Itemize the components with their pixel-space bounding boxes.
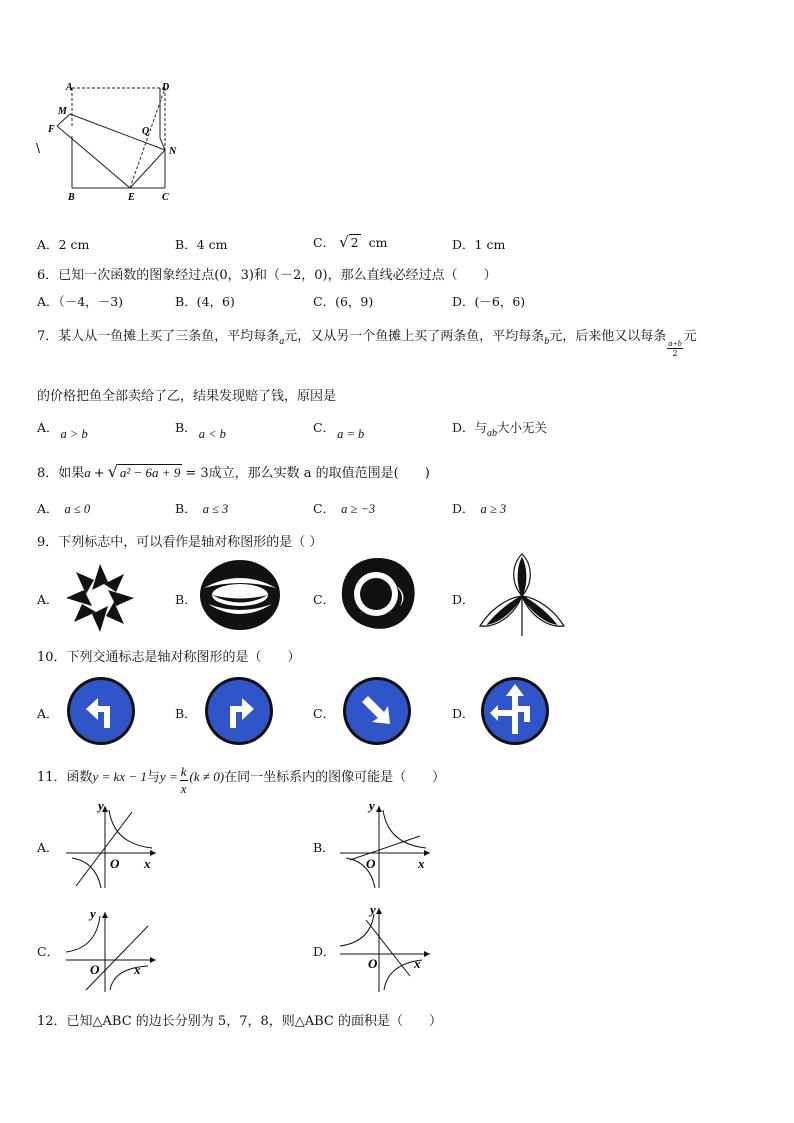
- q8-option-c-math: a ≥ −3: [341, 502, 376, 516]
- q9-stem: 9．下列标志中，可以看作是轴对称图形的是（ ）: [37, 535, 323, 550]
- q6-stem: 6．已知一次函数的图象经过点(0，3)和（－2，0)，那么直线必经过点（ ）: [37, 268, 497, 283]
- q11-option-d[interactable]: D．: [313, 944, 336, 959]
- q9-option-a[interactable]: A．: [37, 592, 59, 607]
- q8-option-b-math: a ≤ 3: [202, 502, 229, 516]
- q8-stem-part1: 8．如果: [37, 466, 85, 481]
- q7-fraction: [667, 339, 682, 358]
- q8-option-b[interactable]: [175, 499, 228, 517]
- point-label-d: D: [162, 82, 170, 93]
- q8-option-a-label: A．: [37, 501, 59, 516]
- q5-option-c-unit: cm: [368, 235, 388, 250]
- logo-three-petal-icon: [476, 552, 568, 638]
- sqrt-sign: √: [107, 462, 118, 481]
- q8-stem: [37, 462, 430, 481]
- point-label-n: N: [169, 146, 177, 157]
- graph-a-x-label: x: [144, 856, 151, 871]
- graph-c: [62, 904, 162, 994]
- graph-b: [336, 800, 436, 890]
- sqrt-sign: √: [339, 233, 349, 251]
- logo-circle-swirl-icon: [338, 556, 418, 632]
- q7-option-b-math: a < b: [198, 427, 226, 441]
- q8-expr-a: a: [84, 465, 91, 480]
- sign-diagonal-arrow-icon: [342, 676, 412, 746]
- q11-option-b[interactable]: B．: [313, 840, 335, 855]
- logo-four-star-icon: [62, 560, 138, 636]
- q7-option-c-math: a = b: [337, 427, 365, 441]
- q11-f2-cond: (k ≠ 0): [189, 769, 225, 784]
- q8-expr-plus: +: [93, 466, 105, 481]
- q8-option-a-math: a ≤ 0: [64, 502, 91, 516]
- point-label-c: C: [162, 192, 169, 203]
- q6-option-b[interactable]: B．(4，6): [175, 294, 235, 309]
- q11-f2-num: k: [180, 764, 187, 779]
- graph-b-x-label: x: [418, 856, 425, 871]
- q8-option-d-math: a ≥ 3: [480, 502, 507, 516]
- point-label-f: F: [48, 124, 55, 135]
- sign-straight-left-right-icon: [480, 676, 550, 746]
- q7-option-a-label: A．: [37, 420, 59, 435]
- q8-option-c-label: C．: [313, 501, 336, 516]
- q7-stem-part1: 7．某人从一鱼摊上买了三条鱼，平均每条: [37, 329, 280, 344]
- q7-stem-line1: [37, 325, 697, 358]
- graph-b-origin-label: O: [366, 856, 376, 871]
- q7-var-b: b: [544, 336, 550, 347]
- q7-option-d-label: D．与: [452, 420, 488, 435]
- q6-option-c[interactable]: C．(6，9): [313, 294, 374, 309]
- q8-stem-part2: 成立，那么实数 a 的取值范围是( ): [208, 466, 430, 481]
- point-label-b: B: [68, 192, 75, 203]
- q11-stem-part2: 在同一坐标系内的图像可能是（ ）: [224, 770, 446, 785]
- q7-var-a: a: [279, 336, 285, 347]
- q7-option-a[interactable]: [37, 418, 88, 441]
- q5-option-c-radicand: 2: [350, 235, 359, 250]
- q7-option-a-math: a > b: [60, 427, 88, 441]
- q7-stem-part4: 元: [683, 329, 697, 344]
- graph-d-x-label: x: [414, 956, 421, 971]
- q8-option-d-label: D．: [452, 501, 475, 516]
- graph-a-origin-label: O: [110, 856, 120, 871]
- q5-option-a[interactable]: A．2 cm: [37, 237, 90, 252]
- q5-option-b[interactable]: B．4 cm: [175, 237, 228, 252]
- q11-f2-den: x: [180, 781, 187, 796]
- q11-mid: 与: [146, 770, 160, 785]
- geometry-figure-q5: [30, 78, 190, 208]
- q6-option-d[interactable]: D．(－6，6): [452, 294, 526, 309]
- q8-option-a[interactable]: [37, 499, 90, 517]
- point-label-q: Q: [142, 126, 150, 137]
- q10-option-a[interactable]: A．: [37, 706, 59, 721]
- q7-stem-line2: 的价格把鱼全部卖给了乙，结果发现赔了钱，原因是: [37, 389, 337, 404]
- q8-expr-eq: = 3: [185, 466, 209, 481]
- q7-option-d-suffix: 大小无关: [497, 420, 548, 435]
- graph-a-y-label: y: [98, 798, 104, 813]
- q7-option-b-label: B．: [175, 420, 197, 435]
- q5-option-d[interactable]: D．1 cm: [452, 237, 506, 252]
- graph-d: [336, 904, 436, 994]
- point-label-m: M: [58, 106, 67, 117]
- q11-stem-part1: 11．函数: [37, 770, 93, 785]
- graph-c-x-label: x: [134, 962, 141, 977]
- q7-option-c-label: C．: [313, 420, 336, 435]
- q7-stem-part2: 元，又从另一个鱼摊上买了两条鱼，平均每条: [284, 329, 545, 344]
- q7-option-d-math: ab: [487, 428, 498, 439]
- q8-expr-radicand: a² − 6a + 9: [119, 465, 181, 480]
- q9-option-b[interactable]: B．: [175, 592, 197, 607]
- sign-turn-left-icon: [66, 676, 136, 746]
- q11-option-c[interactable]: C．: [37, 944, 60, 959]
- q7-frac-num: a+b: [668, 339, 682, 348]
- q11-f2-lhs: y =: [159, 769, 178, 784]
- q11-f1: y = kx − 1: [92, 769, 147, 784]
- q10-option-c[interactable]: C．: [313, 706, 336, 721]
- q11-stem: [37, 764, 445, 797]
- q7-option-d[interactable]: [452, 418, 548, 439]
- graph-b-y-label: y: [369, 798, 375, 813]
- q8-option-b-label: B．: [175, 501, 197, 516]
- q10-option-b[interactable]: B．: [175, 706, 197, 721]
- sign-turn-right-icon: [204, 676, 274, 746]
- q11-option-a[interactable]: A．: [37, 840, 59, 855]
- q10-option-d[interactable]: D．: [452, 706, 475, 721]
- graph-a: [62, 800, 162, 890]
- point-label-e: E: [128, 192, 135, 203]
- q10-stem: 10．下列交通标志是轴对称图形的是（ ）: [37, 650, 301, 665]
- point-label-a: A: [66, 82, 73, 93]
- q7-frac-den: 2: [672, 349, 678, 358]
- stray-mark: \: [36, 141, 41, 155]
- q12-stem: 12．已知△ABC 的边长分别为 5，7，8，则△ABC 的面积是（ ）: [37, 1014, 443, 1029]
- q6-option-a[interactable]: A．（－4，－3): [37, 294, 124, 309]
- q11-fraction: [180, 764, 188, 797]
- q7-stem-part3: 元，后来他又以每条: [549, 329, 667, 344]
- graph-c-origin-label: O: [90, 962, 100, 977]
- q8-option-c[interactable]: [313, 499, 375, 517]
- q7-option-c[interactable]: [313, 418, 365, 441]
- q5-option-c[interactable]: [313, 233, 387, 251]
- graph-d-y-label: y: [370, 902, 376, 917]
- graph-d-origin-label: O: [368, 956, 378, 971]
- q9-option-c[interactable]: C．: [313, 592, 336, 607]
- q7-option-b[interactable]: [175, 418, 226, 441]
- q8-option-d[interactable]: [452, 499, 506, 517]
- q9-option-d[interactable]: D．: [452, 592, 475, 607]
- logo-crescent-ring-icon: [198, 558, 282, 632]
- q5-option-c-label: C．: [313, 235, 336, 250]
- graph-c-y-label: y: [90, 906, 96, 921]
